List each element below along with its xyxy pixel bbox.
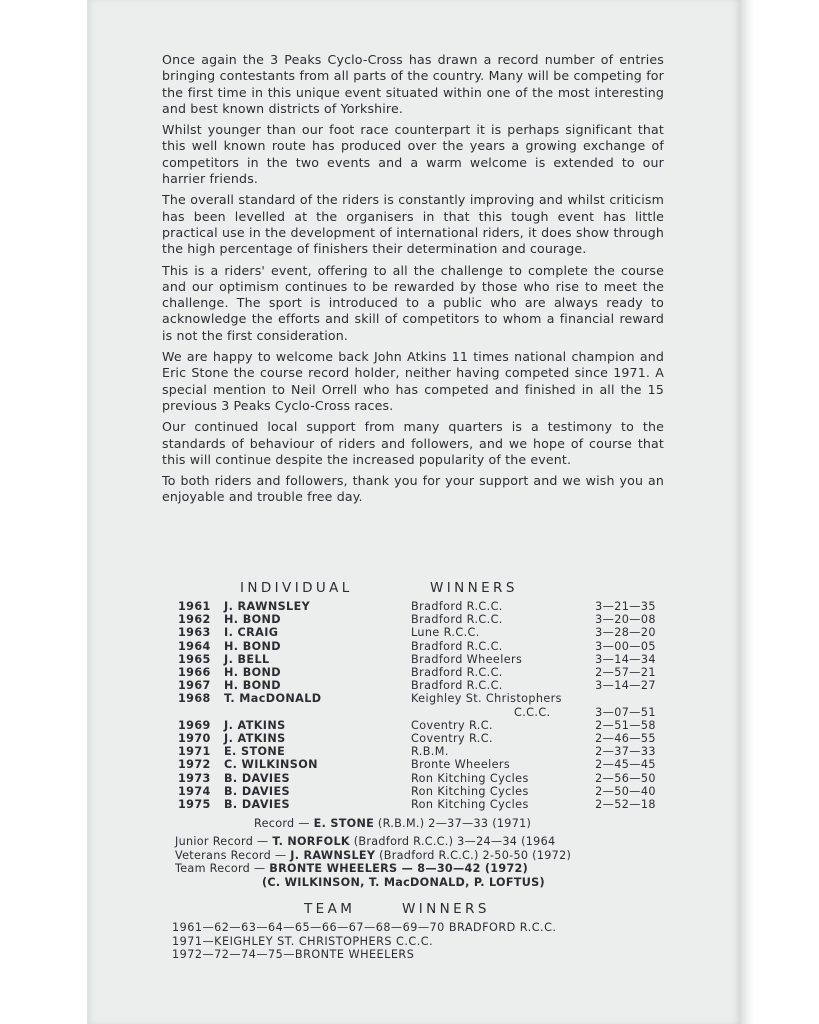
veterans-record-holder: J. RAWNSLEY xyxy=(290,849,376,862)
team-record-members-text: (C. WILKINSON, T. MacDONALD, P. LOFTUS) xyxy=(262,876,545,889)
team-winners-line: 1972—72—74—75—BRONTE WHEELERS xyxy=(172,948,415,961)
winner-year: 1975 xyxy=(178,798,211,812)
intro-paragraph: Whilst younger than our foot race counterpart it is perhaps significant that this well known route has produced over the years a growing exchange of competitors in the two events and a warm welcome is extended to our harrier friends. xyxy=(162,122,664,187)
winner-club: Coventry R.C. xyxy=(411,718,493,732)
intro-paragraph: Our continued local support from many quarters is a testimony to the standards of behaviour of riders and followers, and we hope of course that this will continue despite the increased popularity of the event. xyxy=(162,419,664,467)
course-record xyxy=(254,817,531,830)
winner-row xyxy=(178,640,656,653)
intro-paragraph: To both riders and followers, thank you for your support and we wish you an enjoyable and trouble free day. xyxy=(162,473,664,505)
winner-year: 1966 xyxy=(178,666,211,680)
winner-year: 1962 xyxy=(178,613,211,627)
winner-time: 3—28—20 xyxy=(595,626,656,640)
winner-row xyxy=(178,785,656,798)
team-record-holder: BRONTE WHEELERS — 8—30—42 (1972) xyxy=(269,862,529,875)
winner-name: J. BELL xyxy=(224,652,270,666)
winner-year: 1967 xyxy=(178,679,211,693)
winner-year: 1964 xyxy=(178,639,211,653)
winner-time: 2—56—50 xyxy=(595,771,656,785)
winner-row xyxy=(178,772,656,785)
intro-paragraph: The overall standard of the riders is constantly improving and whilst criticism has been levelled at the organisers in that this tough event has little practical use in the development of international riders, it does show through the high percentage of finishers their determination and courage. xyxy=(162,192,664,257)
intro-text xyxy=(162,52,664,511)
winner-row xyxy=(178,679,656,692)
winner-row xyxy=(178,745,656,758)
junior-record xyxy=(175,835,555,848)
winner-name: J. RAWNSLEY xyxy=(224,600,311,613)
team-heading-right: WINNERS xyxy=(402,901,490,917)
winner-row xyxy=(178,692,656,718)
winner-time: 3—00—05 xyxy=(595,639,656,653)
winner-club: Bradford R.C.C. xyxy=(411,600,503,613)
winner-club: Bradford R.C.C. xyxy=(411,666,503,680)
winner-year: 1961 xyxy=(178,600,211,613)
winner-row xyxy=(178,719,656,732)
winner-year: 1973 xyxy=(178,771,211,785)
winner-name: T. MacDONALD xyxy=(224,692,322,706)
winner-time: 2—46—55 xyxy=(595,732,656,746)
junior-record-holder: T. NORFOLK xyxy=(272,835,350,848)
winner-name: J. ATKINS xyxy=(224,732,286,746)
individual-heading-left: INDIVIDUAL xyxy=(240,580,353,596)
winner-name: J. ATKINS xyxy=(224,718,286,732)
junior-record-label: Junior Record — xyxy=(175,835,269,848)
winner-name: C. WILKINSON xyxy=(224,758,318,772)
winner-time: 3—14—34 xyxy=(595,652,656,666)
team-winners-line: 1971—KEIGHLEY ST. CHRISTOPHERS C.C.C. xyxy=(172,934,434,948)
intro-paragraph: We are happy to welcome back John Atkins 11 times national champion and Eric Stone the course record holder, neither having competed since 1971. A special mention to Neil Orrell who has competed and finished in all the 15 previous 3 Peaks Cyclo-Cross races. xyxy=(162,349,664,413)
winner-club: Coventry R.C. xyxy=(411,732,493,746)
veterans-record-detail: (Bradford R.C.C.) 2-50-50 (1972) xyxy=(379,849,572,862)
winner-year: 1965 xyxy=(178,652,211,666)
winner-time: 2—37—33 xyxy=(595,745,656,759)
winner-time: 2—52—18 xyxy=(595,798,656,812)
winner-time: 3—14—27 xyxy=(595,679,656,693)
individual-heading-right: WINNERS xyxy=(430,580,518,596)
team-heading-left: TEAM xyxy=(304,901,356,917)
winner-year: 1972 xyxy=(178,758,211,772)
winner-name: I. CRAIG xyxy=(224,626,279,640)
winner-club: Ron Kitching Cycles xyxy=(411,798,529,812)
winner-club: Ron Kitching Cycles xyxy=(411,771,529,785)
winner-time: 2—57—21 xyxy=(595,666,656,680)
winner-year: 1969 xyxy=(178,718,211,732)
intro-paragraph: This is a riders' event, offering to all the challenge to complete the course and our optimism continues to be rewarded by those who rise to meet the challenge. The sport is introduced to a public who are always ready to acknowledge the efforts and skill of competitors to whom a financial reward is not the first consideration. xyxy=(162,262,664,343)
team-record xyxy=(175,862,528,875)
winner-row xyxy=(178,758,656,771)
junior-record-detail: (Bradford R.C.C.) 3—24—34 (1964 xyxy=(353,835,556,848)
winner-club: R.B.M. xyxy=(411,745,449,759)
winner-time: 2—45—45 xyxy=(595,758,656,772)
winner-year: 1968 xyxy=(178,692,211,706)
winner-club: Bradford R.C.C. xyxy=(411,613,503,627)
winner-club xyxy=(411,692,562,718)
winner-year: 1974 xyxy=(178,784,211,798)
individual-winners-table xyxy=(178,600,656,811)
winner-row xyxy=(178,798,656,811)
intro-paragraph: Once again the 3 Peaks Cyclo-Cross has drawn a record number of entries bringing contestants from all parts of the country. Many will be competing for the first time in this unique event situated within one of the most interesting and best known districts of Yorkshire. xyxy=(162,52,664,116)
winner-time-value: 3—07—51 xyxy=(595,705,656,719)
winner-name: H. BOND xyxy=(224,679,281,693)
winner-row xyxy=(178,732,656,745)
winner-name: H. BOND xyxy=(224,639,281,653)
winner-time: 3—21—35 xyxy=(595,600,656,613)
winner-year: 1971 xyxy=(178,745,211,759)
winner-name: H. BOND xyxy=(224,613,281,627)
course-record-label: Record — xyxy=(254,817,310,830)
winner-club: Bradford Wheelers xyxy=(411,652,523,666)
winner-club: Lune R.C.C. xyxy=(411,626,480,640)
winner-club-line: Keighley St. Christophers xyxy=(411,692,562,706)
winner-time: 2—50—40 xyxy=(595,784,656,798)
winner-row xyxy=(178,600,656,613)
winner-row xyxy=(178,653,656,666)
winner-year: 1970 xyxy=(178,732,211,746)
winner-row xyxy=(178,666,656,679)
team-winners-line: 1961—62—63—64—65—66—67—68—69—70 BRADFORD R.C.C. xyxy=(172,921,557,934)
winner-time: 2—51—58 xyxy=(595,718,656,732)
course-record-holder: E. STONE xyxy=(313,817,375,830)
team-record-label: Team Record — xyxy=(175,862,266,875)
veterans-record-label: Veterans Record — xyxy=(175,849,287,862)
winner-name: E. STONE xyxy=(224,745,286,759)
winner-row xyxy=(178,613,656,626)
team-winners-list xyxy=(172,921,556,962)
winner-time: 3—20—08 xyxy=(595,613,656,627)
winner-year: 1963 xyxy=(178,626,211,640)
team-record-members xyxy=(262,876,545,889)
winner-club: Bradford R.C.C. xyxy=(411,679,503,693)
winner-club: Ron Kitching Cycles xyxy=(411,784,529,798)
winner-club: Bronte Wheelers xyxy=(411,758,511,772)
veterans-record xyxy=(175,849,571,862)
page-edge xyxy=(740,0,754,1024)
course-record-detail: (R.B.M.) 2—37—33 (1971) xyxy=(377,817,532,830)
winner-club-continued: C.C.C. xyxy=(514,705,551,719)
winner-name: B. DAVIES xyxy=(224,798,290,812)
winner-time xyxy=(562,692,656,718)
winner-name: B. DAVIES xyxy=(224,784,290,798)
winner-name: H. BOND xyxy=(224,666,281,680)
winner-club: Bradford R.C.C. xyxy=(411,639,503,653)
winner-name: B. DAVIES xyxy=(224,771,290,785)
winner-row xyxy=(178,626,656,639)
